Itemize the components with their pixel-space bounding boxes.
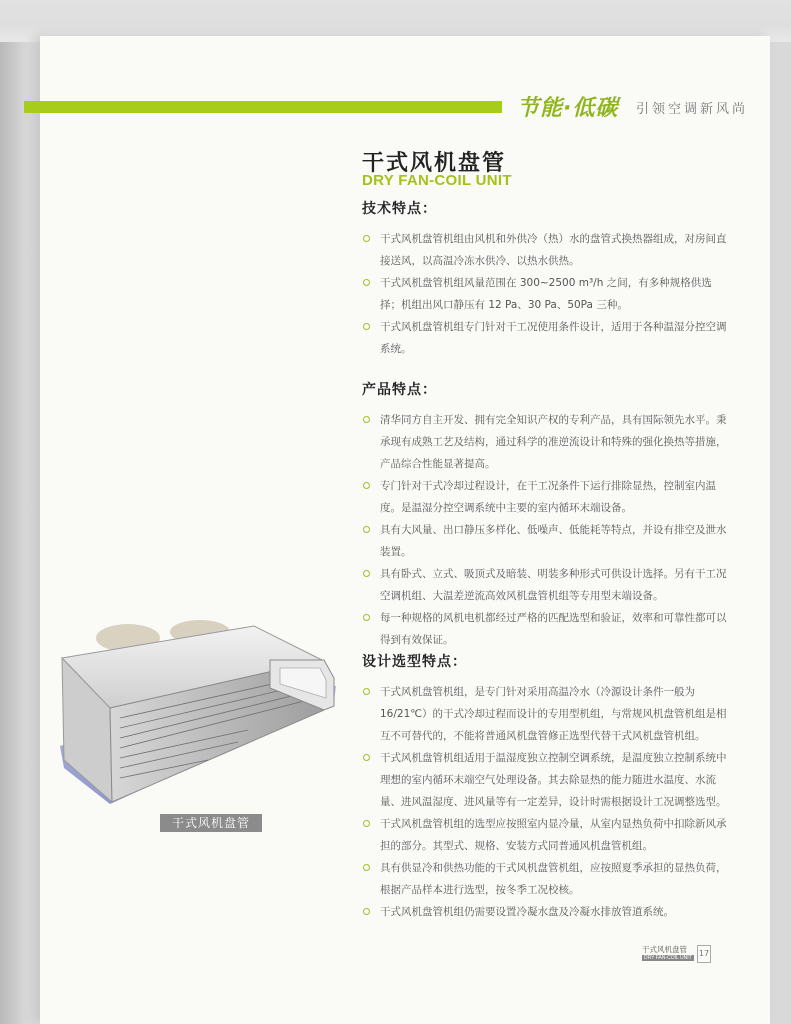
section-technical-features [362,198,727,360]
page-number: 17 [697,945,711,963]
list-item: 干式风机盘管机组由风机和外供冷（热）水的盘管式换热器组成，对房间直接送风，以高温冷冻水供冷、以热水供热。 [362,228,727,272]
list-item: 干式风机盘管机组仍需要设置冷凝水盘及冷凝水排放管道系统。 [362,901,727,923]
section-heading: 产品特点： [362,382,437,398]
fan-coil-unit-image [58,618,340,818]
bullet-icon [362,316,372,338]
section-heading: 技术特点： [362,201,437,217]
list-item: 干式风机盘管机组适用于温湿度独立控制空调系统，是温度独立控制系统中理想的室内循环末端空气处理设备。其去除显热的能力随进水温度、水流量、进风温湿度、进风量等有一定差异，设计时需根据设计工况调整选型。 [362,747,727,813]
bullet-icon [362,272,372,294]
header-tagline: 引领空调新风尚 [636,102,749,117]
bullet-icon [362,475,372,497]
section-heading: 设计选型特点： [362,654,467,670]
image-caption: 干式风机盘管 [160,814,262,832]
list-item: 每一种规格的风机电机都经过严格的匹配选型和验证，效率和可靠性都可以得到有效保证。 [362,607,727,651]
list-item: 清华同方自主开发、拥有完全知识产权的专利产品，具有国际领先水平。秉承现有成熟工艺及结构，通过科学的准逆流设计和特殊的强化换热等措施，产品综合性能显著提高。 [362,409,727,475]
list-item: 具有卧式、立式、吸顶式及暗装、明装多种形式可供设计选择。另有干工况空调机组、大温差逆流高效风机盘管机组等专用型末端设备。 [362,563,727,607]
bullet-icon [362,228,372,250]
header-slogan: 节能·低碳 [517,96,619,121]
page-title: 干式风机盘管 [362,151,507,176]
section-product-features [362,379,727,651]
list-item: 具有供显冷和供热功能的干式风机盘管机组，应按照夏季承担的显热负荷，根据产品样本进行选型，按冬季工况校核。 [362,857,727,901]
list-item: 干式风机盘管机组的选型应按照室内显冷量，从室内显热负荷中扣除新风承担的部分。其型式、规格、安装方式同普通风机盘管机组。 [362,813,727,857]
header-accent-bar [24,101,502,113]
bullet-icon [362,607,372,629]
page-subtitle-en: DRY FAN-COIL UNIT [362,172,512,189]
bullet-icon [362,747,372,769]
bullet-icon [362,901,372,923]
bullet-icon [362,563,372,585]
footer-title-en: DRY FAN-COIL UNIT [644,955,692,961]
list-item: 专门针对干式冷却过程设计，在干工况条件下运行排除显热，控制室内温度。是温湿分控空调系统中主要的室内循环末端设备。 [362,475,727,519]
list-item: 干式风机盘管机组风量范围在 300~2500 m³/h 之间，有多种规格供选择；机组出风口静压有 12 Pa、30 Pa、50Pa 三种。 [362,272,727,316]
bullet-icon [362,813,372,835]
bullet-icon [362,519,372,541]
bullet-icon [362,681,372,703]
list-item: 干式风机盘管机组专门针对干工况使用条件设计，适用于各种温湿分控空调系统。 [362,316,727,360]
list-item: 干式风机盘管机组，是专门针对采用高温冷水（冷源设计条件一般为16/21℃）的干式冷却过程而设计的专用型机组，与常规风机盘管机组是相互不可替代的，不能将普通风机盘管修正选型代替干式风机盘管机组。 [362,681,727,747]
bullet-icon [362,857,372,879]
list-item: 具有大风量、出口静压多样化、低噪声、低能耗等特点，并设有排空及泄水装置。 [362,519,727,563]
section-design-selection [362,651,727,923]
bullet-icon [362,409,372,431]
footer-title: 干式风机盘管 [642,945,687,954]
